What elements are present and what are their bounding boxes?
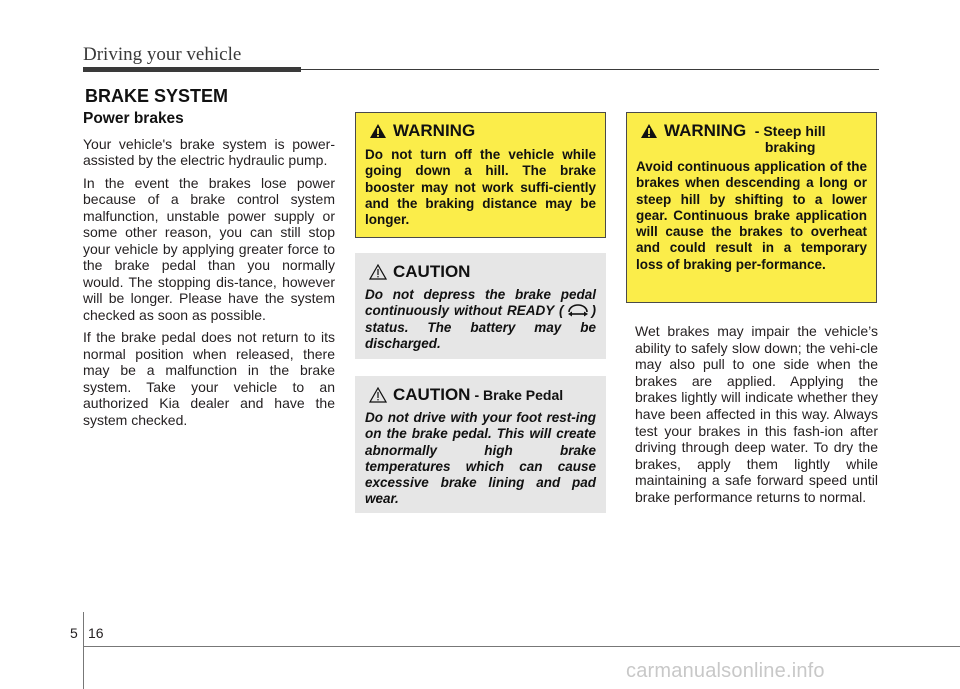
wet-brakes-paragraph: Wet brakes may impair the vehicle’s ability to safely slow down; the vehi-cle may also pull to one side when the brakes are applied. Applying the brakes lightly will indicate whether they have been affected in this way. Always test your brakes in this fash-ion after driving through deep water. To dry the brakes, apply them lightly while maintaining a safe forward speed until brake performance returns to normal. bbox=[635, 323, 878, 505]
warning-text: Do not turn off the vehicle while going down a hill. The brake booster may not work suffi-ciently and the braking distance may be longer. bbox=[365, 147, 596, 228]
caution-text: Do not drive with your foot rest-ing on the brake pedal. This will create abnormally high brake temperatures which can cause excessive brake lining and pad wear. bbox=[365, 410, 596, 507]
chapter-header-title: Driving your vehicle bbox=[83, 44, 242, 65]
warning-text: Avoid continuous application of the brakes when descending a long or steep hill by shifting to a lower gear. Continuous brake application will cause the brakes to overheat and could result in a temporary loss of braking per-formance. bbox=[636, 159, 867, 272]
power-brakes-paragraph: If the brake pedal does not return to its normal position when released, there may be a malfunction in the brake system. Take your vehicle to an authorized Kia dealer and have the system checked. bbox=[83, 329, 335, 428]
chapter-number: 5 bbox=[70, 625, 78, 641]
warning-label: WARNING bbox=[664, 121, 747, 140]
ready-indicator-icon bbox=[566, 304, 590, 320]
warning-subtitle: - Steep hill braking bbox=[754, 123, 826, 155]
footer-vertical-rule bbox=[83, 612, 84, 689]
power-brakes-heading: Power brakes bbox=[83, 110, 184, 127]
watermark-text: carmanualsonline.info bbox=[626, 660, 825, 682]
caution-label: CAUTION bbox=[393, 262, 471, 281]
power-brakes-paragraph: Your vehicle's brake system is power-assisted by the electric hydraulic pump. bbox=[83, 135, 335, 168]
warning-label: WARNING bbox=[393, 121, 476, 140]
footer-horizontal-rule bbox=[83, 646, 960, 647]
section-heading: BRAKE SYSTEM bbox=[85, 86, 229, 106]
caution-text-after: ) status. The battery may be discharged. bbox=[365, 303, 596, 352]
caution-triangle-icon bbox=[369, 264, 387, 280]
header-rule-thick bbox=[83, 67, 301, 72]
caution-box-title bbox=[369, 385, 596, 405]
caution-text bbox=[365, 287, 596, 352]
warning-box-title bbox=[369, 121, 596, 141]
caution-text-before: Do not depress the brake pedal continuously without READY ( bbox=[365, 287, 596, 319]
power-brakes-paragraph: In the event the brakes lose power because of a brake control system malfunction, unstable power supply or some other reason, you can still stop your vehicle by applying greater force to the brake pedal than you normally would. The stopping dis-tance, however will be longer. Please have the system checked as soon as possible. bbox=[83, 174, 335, 323]
caution-subtitle: - Brake Pedal bbox=[474, 387, 564, 403]
warning-box-title bbox=[640, 121, 867, 155]
warning-triangle-icon bbox=[640, 123, 658, 139]
power-brakes-column bbox=[83, 111, 335, 434]
page-number: 16 bbox=[88, 625, 104, 641]
header-rule-thin bbox=[301, 69, 879, 70]
caution-box-brake-pedal bbox=[355, 376, 606, 513]
caution-triangle-icon bbox=[369, 387, 387, 403]
warning-box-steep-hill bbox=[626, 112, 877, 303]
warning-triangle-icon bbox=[369, 123, 387, 139]
caution-box-ready bbox=[355, 253, 606, 359]
caution-label: CAUTION bbox=[393, 385, 471, 404]
caution-box-title bbox=[369, 262, 596, 282]
warning-box-hill bbox=[355, 112, 606, 238]
